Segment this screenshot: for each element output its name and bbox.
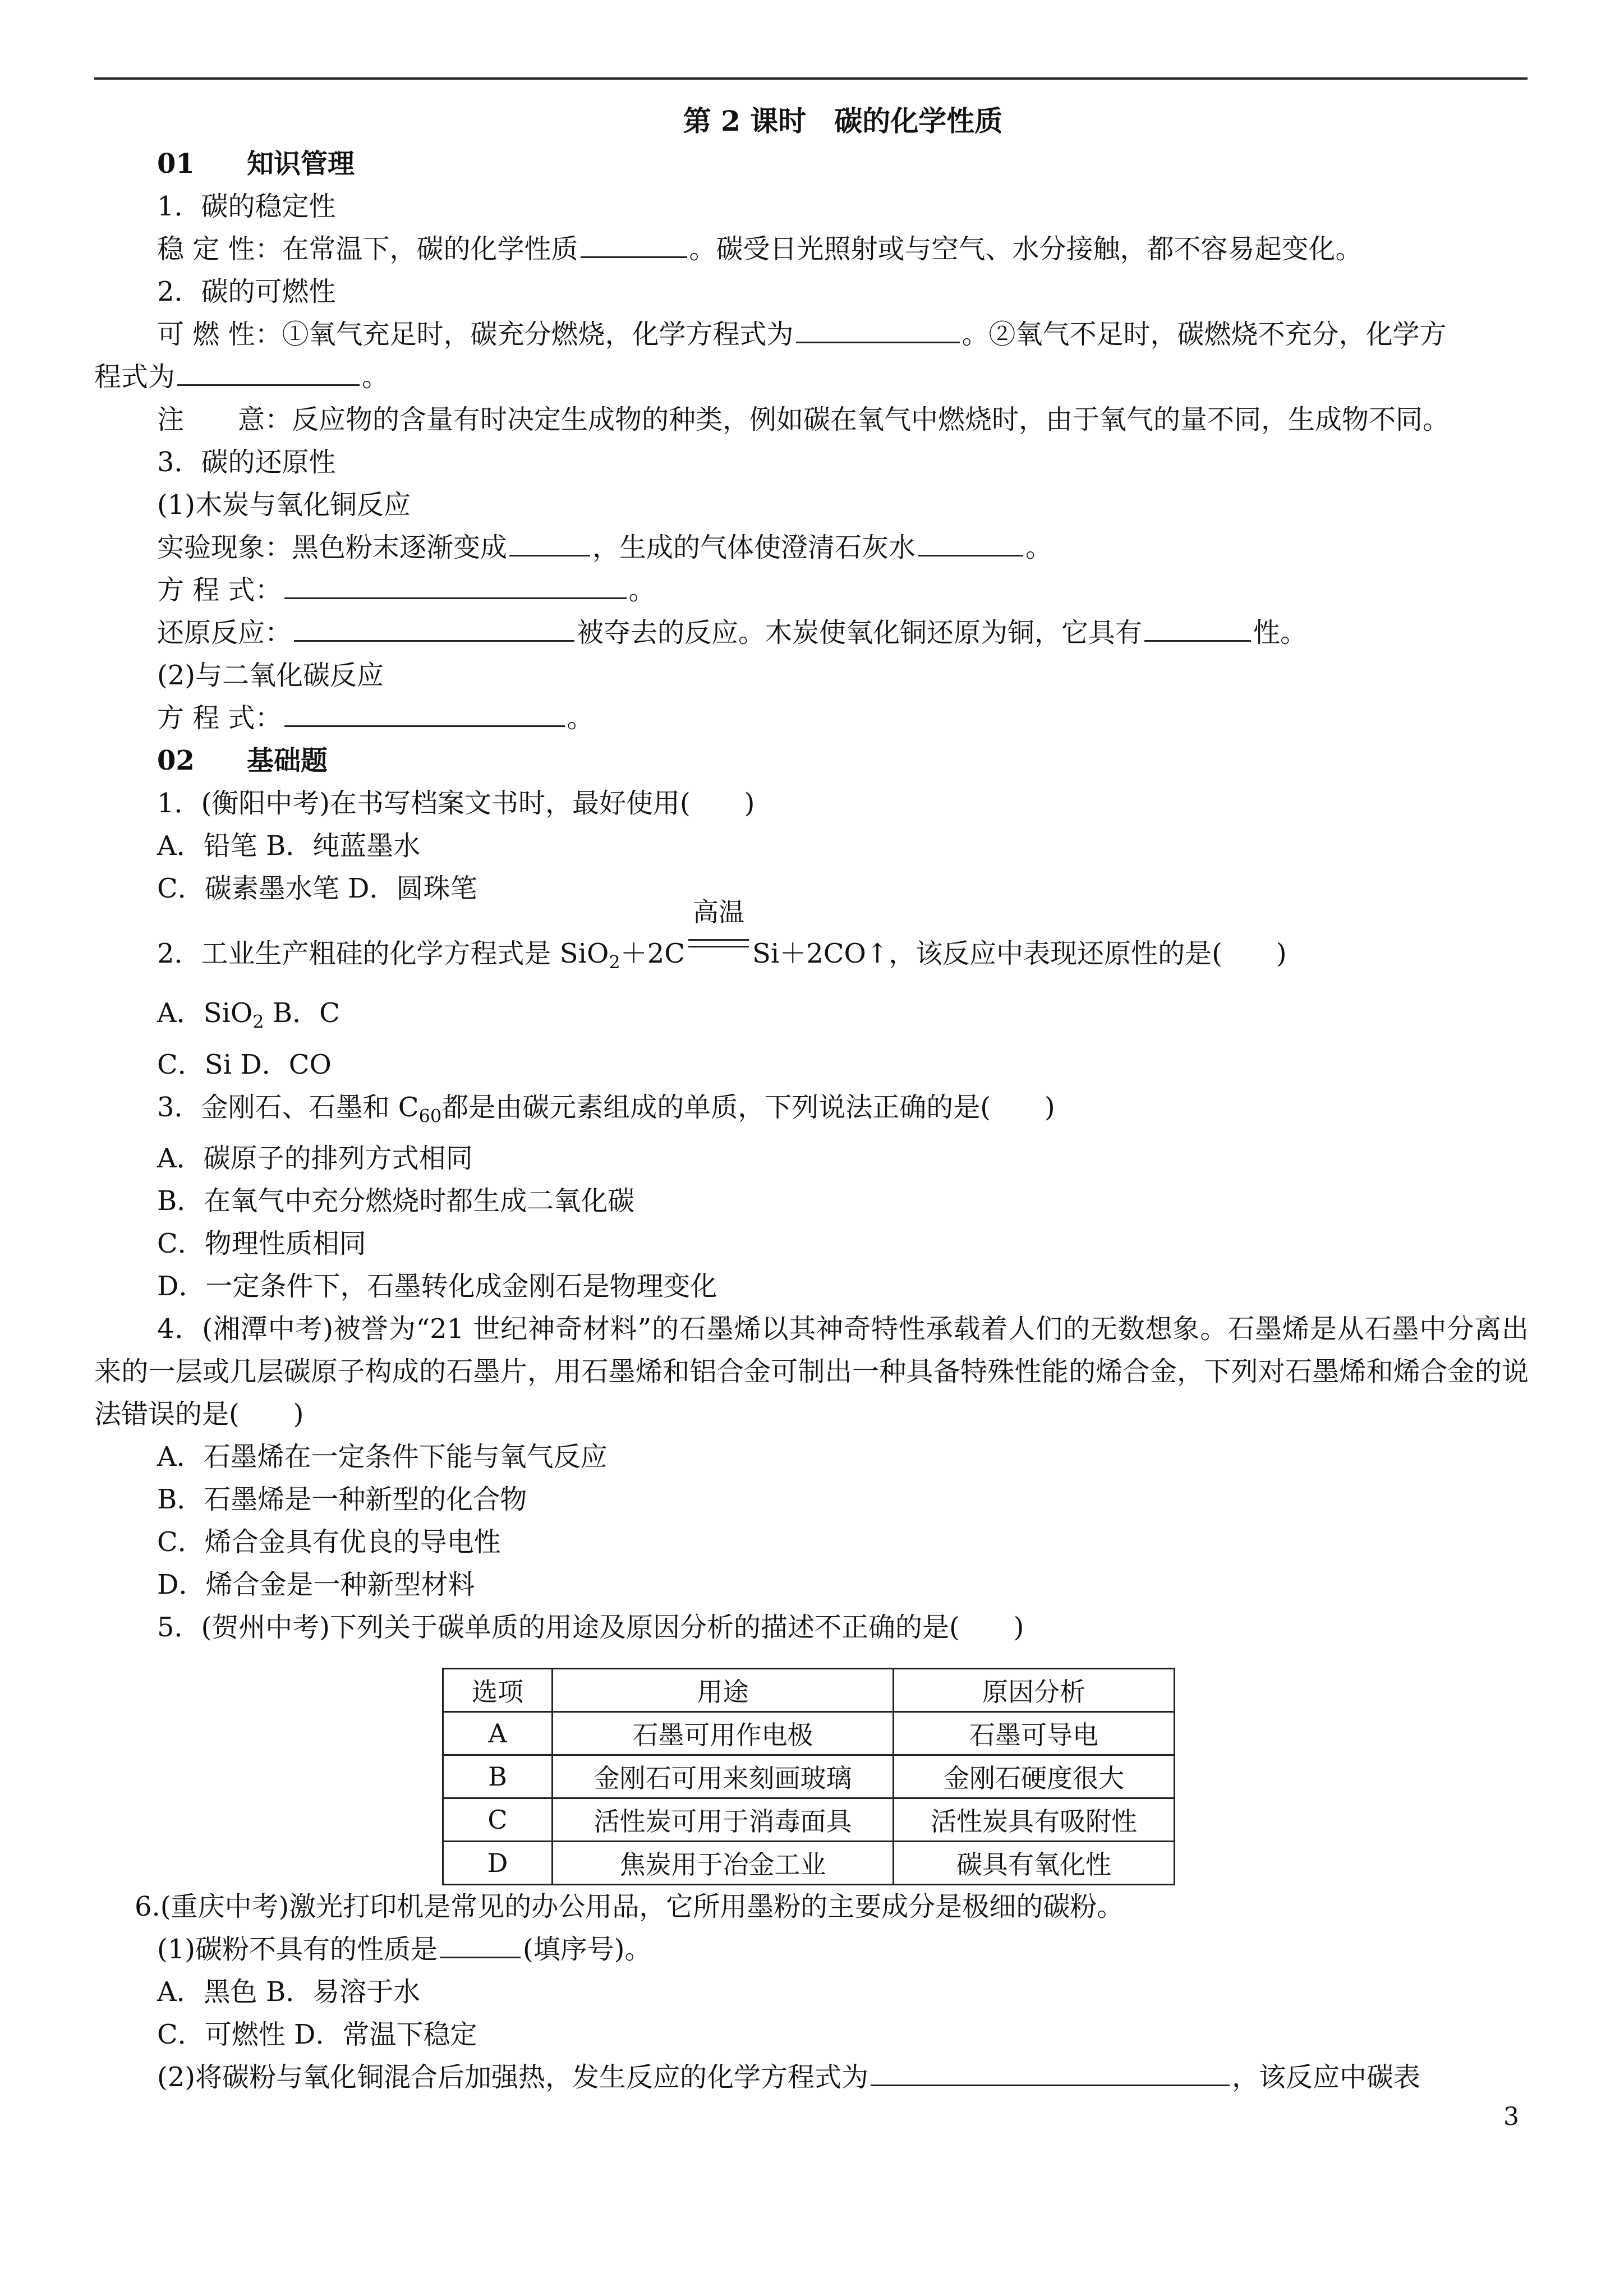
label: 实验现象： [157, 532, 292, 563]
section-heading-knowledge [157, 142, 1529, 185]
options-table [442, 1668, 1175, 1885]
knowledge-3-equation2 [157, 697, 1529, 739]
subscript: 60 [418, 1105, 442, 1127]
reaction-arrow-icon [685, 897, 752, 963]
table-row [443, 1712, 1175, 1755]
table-cell: 金刚石可用来刻画玻璃 [553, 1755, 894, 1798]
question-3-option-b[interactable]: B．在氧气中充分燃烧时都生成二氧化碳 [157, 1185, 635, 1217]
text: 2．工业生产粗硅的化学方程式是 SiO [157, 938, 609, 969]
section-heading-basic [157, 739, 1529, 782]
text: (2)将碳粉与氧化铜混合后加强热，发生反应的化学方程式为 [157, 2062, 868, 2093]
option-d[interactable]: D．CO [240, 1048, 332, 1080]
option-a[interactable]: A．铅笔 [157, 830, 257, 862]
question-6-sub1 [157, 1928, 1529, 1971]
option-d[interactable]: D．圆珠笔 [348, 873, 477, 904]
option-d[interactable]: D．常温下稳定 [294, 2019, 477, 2051]
question-6-stem: 6.(重庆中考)激光打印机是常见的办公用品，它所用墨粉的主要成分是极细的碳粉。 [135, 1891, 1124, 1923]
question-4-option-d[interactable]: D．烯合金是一种新型材料 [157, 1569, 475, 1601]
text: 都是由碳元素组成的单质，下列说法正确的是( ) [441, 1091, 1055, 1123]
knowledge-2-heading: 2．碳的可燃性 [157, 276, 336, 307]
question-2-stem [157, 897, 1529, 992]
question-3-option-c[interactable]: C．物理性质相同 [157, 1228, 366, 1260]
text: 程式为 [94, 361, 176, 393]
answer-blank[interactable] [918, 529, 1023, 556]
table-header-row [443, 1669, 1175, 1712]
text: ，生成的气体使澄清石灰水 [592, 532, 916, 563]
text: 黑色粉末逐渐变成 [292, 532, 508, 563]
header-rule [94, 77, 1528, 80]
table-cell: 碳具有氧化性 [894, 1842, 1175, 1885]
knowledge-2-note [157, 398, 1529, 441]
answer-blank[interactable] [871, 2059, 1230, 2086]
subscript: 2 [609, 951, 620, 973]
table-header-cell: 选项 [443, 1669, 553, 1712]
option-b[interactable]: B．C [272, 997, 340, 1029]
option-c[interactable]: C．Si [157, 1048, 232, 1080]
question-4-stem: 4．(湘潭中考)被誉为“21 世纪神奇材料”的石墨烯以其神奇特性承载着人们的无数想象。石墨烯是从石墨中分离出来的一层或几层碳原子构成的石墨片，用石墨烯和铝合金可制出一种具备特殊性能的烯合金，下列对石墨烯和烯合金的说法错误的是( ) [94, 1313, 1529, 1430]
page-title: 第 2 课时 碳的化学性质 [683, 104, 1003, 137]
option-b[interactable]: B．纯蓝墨水 [265, 830, 421, 862]
question-6-options-cd [157, 2013, 1529, 2056]
answer-blank[interactable] [1144, 614, 1251, 642]
knowledge-2-text [157, 313, 1529, 356]
answer-blank[interactable] [796, 316, 960, 343]
text: (1)碳粉不具有的性质是 [157, 1934, 438, 1966]
answer-blank[interactable] [294, 614, 574, 642]
text: 。 [628, 574, 656, 606]
label: 方 程 式： [157, 574, 282, 606]
knowledge-2-text-cont [94, 356, 1529, 398]
question-3-stem [157, 1086, 1529, 1138]
text: ①氧气充足时，碳充分燃烧，化学方程式为 [282, 319, 794, 350]
table-cell: 活性炭具有吸附性 [894, 1798, 1175, 1842]
answer-blank[interactable] [284, 572, 627, 599]
page-number: 3 [1503, 2102, 1519, 2131]
knowledge-3-phenomenon [157, 526, 1529, 569]
option-b[interactable]: B．易溶于水 [265, 1976, 421, 2008]
label: 稳 定 性： [157, 233, 282, 265]
table-row [443, 1755, 1175, 1798]
text: 。 [1025, 532, 1053, 563]
table-cell: 活性炭可用于消毒面具 [553, 1798, 894, 1842]
text: 。碳受日光照射或与空气、水分接触，都不容易起变化。 [689, 233, 1363, 265]
text: Si＋2CO↑，该反应中表现还原性的是( ) [752, 938, 1287, 969]
text: ，该反应中碳表 [1232, 2062, 1421, 2093]
section-number: 01 [157, 148, 195, 180]
text: 反应物的含量有时决定生成物的种类，例如碳在氧气中燃烧时，由于氧气的量不同，生成物不同。 [292, 404, 1450, 435]
question-6-options-ab [157, 1971, 1529, 2013]
question-3-option-a[interactable]: A．碳原子的排列方式相同 [157, 1143, 473, 1175]
question-1-stem: 1．(衡阳中考)在书写档案文书时，最好使用( ) [157, 788, 755, 819]
section-title: 基础题 [247, 745, 328, 776]
table-cell: B [443, 1755, 553, 1798]
table-cell: 石墨可导电 [894, 1712, 1175, 1755]
table-cell: 石墨可用作电极 [553, 1712, 894, 1755]
table-cell: C [443, 1798, 553, 1842]
knowledge-3-redox [157, 611, 1529, 654]
table-row [443, 1842, 1175, 1885]
knowledge-3-sub2: (2)与二氧化碳反应 [157, 660, 384, 691]
label: 还原反应： [157, 617, 292, 648]
section-number: 02 [157, 745, 195, 776]
knowledge-1-heading: 1．碳的稳定性 [157, 191, 336, 222]
table-cell: 焦炭用于冶金工业 [553, 1842, 894, 1885]
text: 被夺去的反应。木炭使氧化铜还原为铜，它具有 [577, 617, 1143, 648]
option-c[interactable]: C．碳素墨水笔 [157, 873, 339, 904]
knowledge-3-heading: 3．碳的还原性 [157, 447, 336, 478]
knowledge-1-text [157, 228, 1529, 270]
text: (填序号)。 [523, 1934, 652, 1966]
question-4-option-a[interactable]: A．石墨烯在一定条件下能与氧气反应 [157, 1441, 608, 1473]
answer-blank[interactable] [581, 231, 687, 258]
answer-blank[interactable] [177, 358, 360, 386]
section-title: 知识管理 [247, 148, 355, 180]
text: ＋2C [620, 938, 686, 969]
answer-blank[interactable] [284, 700, 565, 727]
table-row [443, 1798, 1175, 1842]
question-6-sub2 [157, 2056, 1529, 2099]
question-2-options-ab [157, 992, 1529, 1043]
text: 在常温下，碳的化学性质 [282, 233, 578, 265]
text: 。 [362, 361, 389, 393]
option-a[interactable]: A．SiO$_2$ [157, 997, 264, 1033]
option-c[interactable]: C．可燃性 [157, 2019, 286, 2051]
answer-blank[interactable] [509, 529, 590, 556]
question-1-options-ab [157, 825, 1529, 867]
question-3-option-d[interactable]: D．一定条件下，石墨转化成金刚石是物理变化 [157, 1271, 717, 1303]
page-content [94, 100, 1529, 2099]
reaction-condition: 高温 [693, 897, 745, 927]
question-4-option-c[interactable]: C．烯合金具有优良的导电性 [157, 1526, 501, 1558]
text: 。②氧气不足时，碳燃烧不充分，化学方 [961, 319, 1447, 350]
label: 注 意： [157, 404, 292, 435]
label: 方 程 式： [157, 702, 282, 734]
option-a[interactable]: A．黑色 [157, 1976, 257, 2008]
answer-blank[interactable] [440, 1931, 521, 1958]
knowledge-3-sub1: (1)木炭与氧化铜反应 [157, 489, 411, 521]
label: 可 燃 性： [157, 319, 282, 350]
table-header-cell: 用途 [553, 1669, 894, 1712]
question-4-option-b[interactable]: B．石墨烯是一种新型的化合物 [157, 1484, 527, 1516]
question-2-options-cd [157, 1043, 1529, 1086]
table-header-cell: 原因分析 [894, 1669, 1175, 1712]
text: 性。 [1253, 617, 1308, 648]
text: 3．金刚石、石墨和 C [157, 1091, 419, 1123]
question-1-options-cd [157, 867, 1529, 910]
knowledge-3-equation [157, 569, 1529, 611]
table-cell: D [443, 1842, 553, 1885]
text: 。 [567, 702, 594, 734]
table-cell: 金刚石硬度很大 [894, 1755, 1175, 1798]
question-5-stem: 5．(贺州中考)下列关于碳单质的用途及原因分析的描述不正确的是( ) [157, 1612, 1024, 1644]
table-cell: A [443, 1712, 553, 1755]
